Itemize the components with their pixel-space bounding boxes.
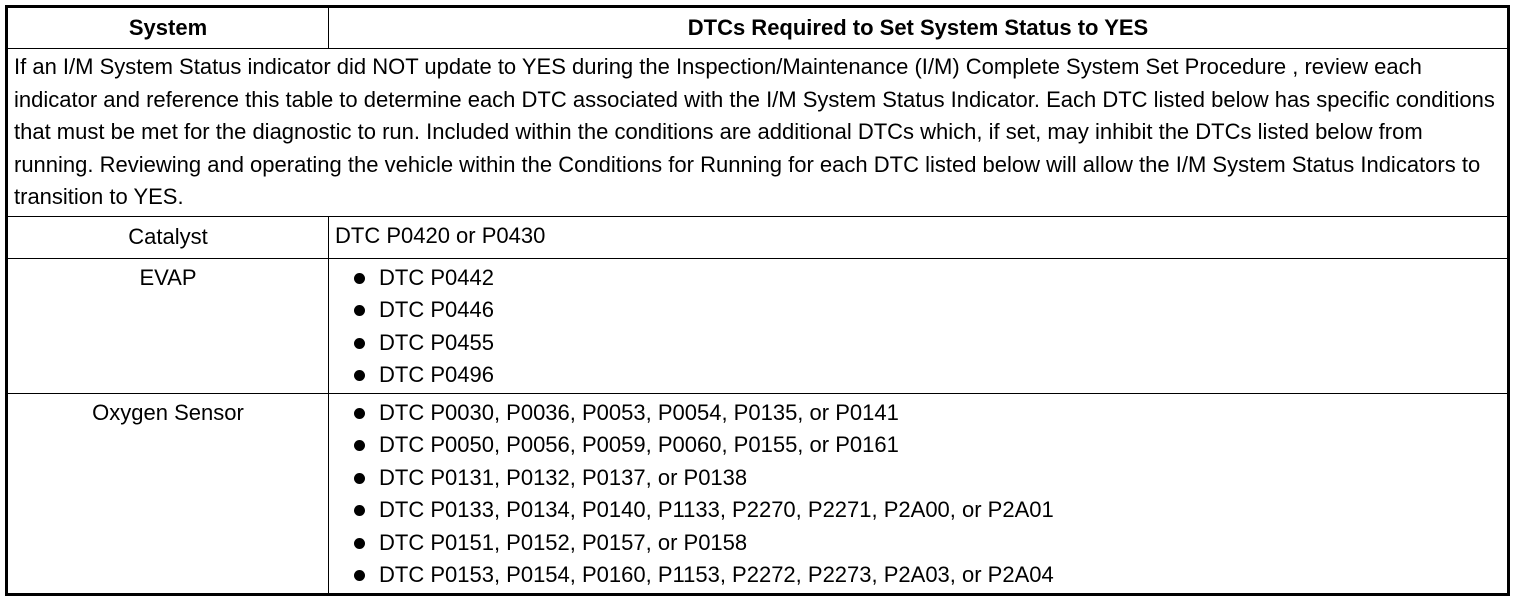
procedure-note: If an I/M System Status indicator did NOT update to YES during the Inspection/Maintenance (I/M) Complete System Set Procedure , review each indicator and reference this table to determine each DTC associated with the I/M System Status Indicator. Each DTC listed below has specific conditions that must be met for the diagnostic to run. Included within the conditions are additional DTCs which, if set, may inhibit the DTCs listed below from running. Reviewing and operating the vehicle within the Conditions for Running for each DTC listed below will allow the I/M System Status Indicators to transition to YES. [7,49,1509,217]
system-evap: EVAP [7,258,329,393]
list-item: DTC P0446 [335,294,1501,327]
dtc-table-container [5,5,1507,600]
table-row [7,216,1509,258]
list-item: DTC P0442 [335,262,1501,295]
list-item: DTC P0131, P0132, P0137, or P0138 [335,462,1501,495]
dtc-bullet-list [335,397,1501,592]
table-row [7,393,1509,594]
list-item: DTC P0151, P0152, P0157, or P0158 [335,527,1501,560]
table-row [7,258,1509,393]
list-item: DTC P0496 [335,359,1501,392]
dtc-bullet-list [335,262,1501,392]
note-row [7,49,1509,217]
list-item: DTC P0133, P0134, P0140, P1133, P2270, P2271, P2A00, or P2A01 [335,494,1501,527]
system-catalyst: Catalyst [7,216,329,258]
list-item: DTC P0050, P0056, P0059, P0060, P0155, or P0161 [335,429,1501,462]
header-dtcs: DTCs Required to Set System Status to YES [329,7,1509,49]
dtc-catalyst: DTC P0420 or P0430 [329,216,1509,258]
dtc-list-oxygen-sensor [329,393,1509,594]
list-item: DTC P0455 [335,327,1501,360]
list-item: DTC P0030, P0036, P0053, P0054, P0135, or P0141 [335,397,1501,430]
header-system: System [7,7,329,49]
dtc-list-evap [329,258,1509,393]
list-item: DTC P0153, P0154, P0160, P1153, P2272, P2273, P2A03, or P2A04 [335,559,1501,592]
header-row [7,7,1509,49]
system-oxygen-sensor: Oxygen Sensor [7,393,329,594]
im-system-status-table [5,5,1510,596]
